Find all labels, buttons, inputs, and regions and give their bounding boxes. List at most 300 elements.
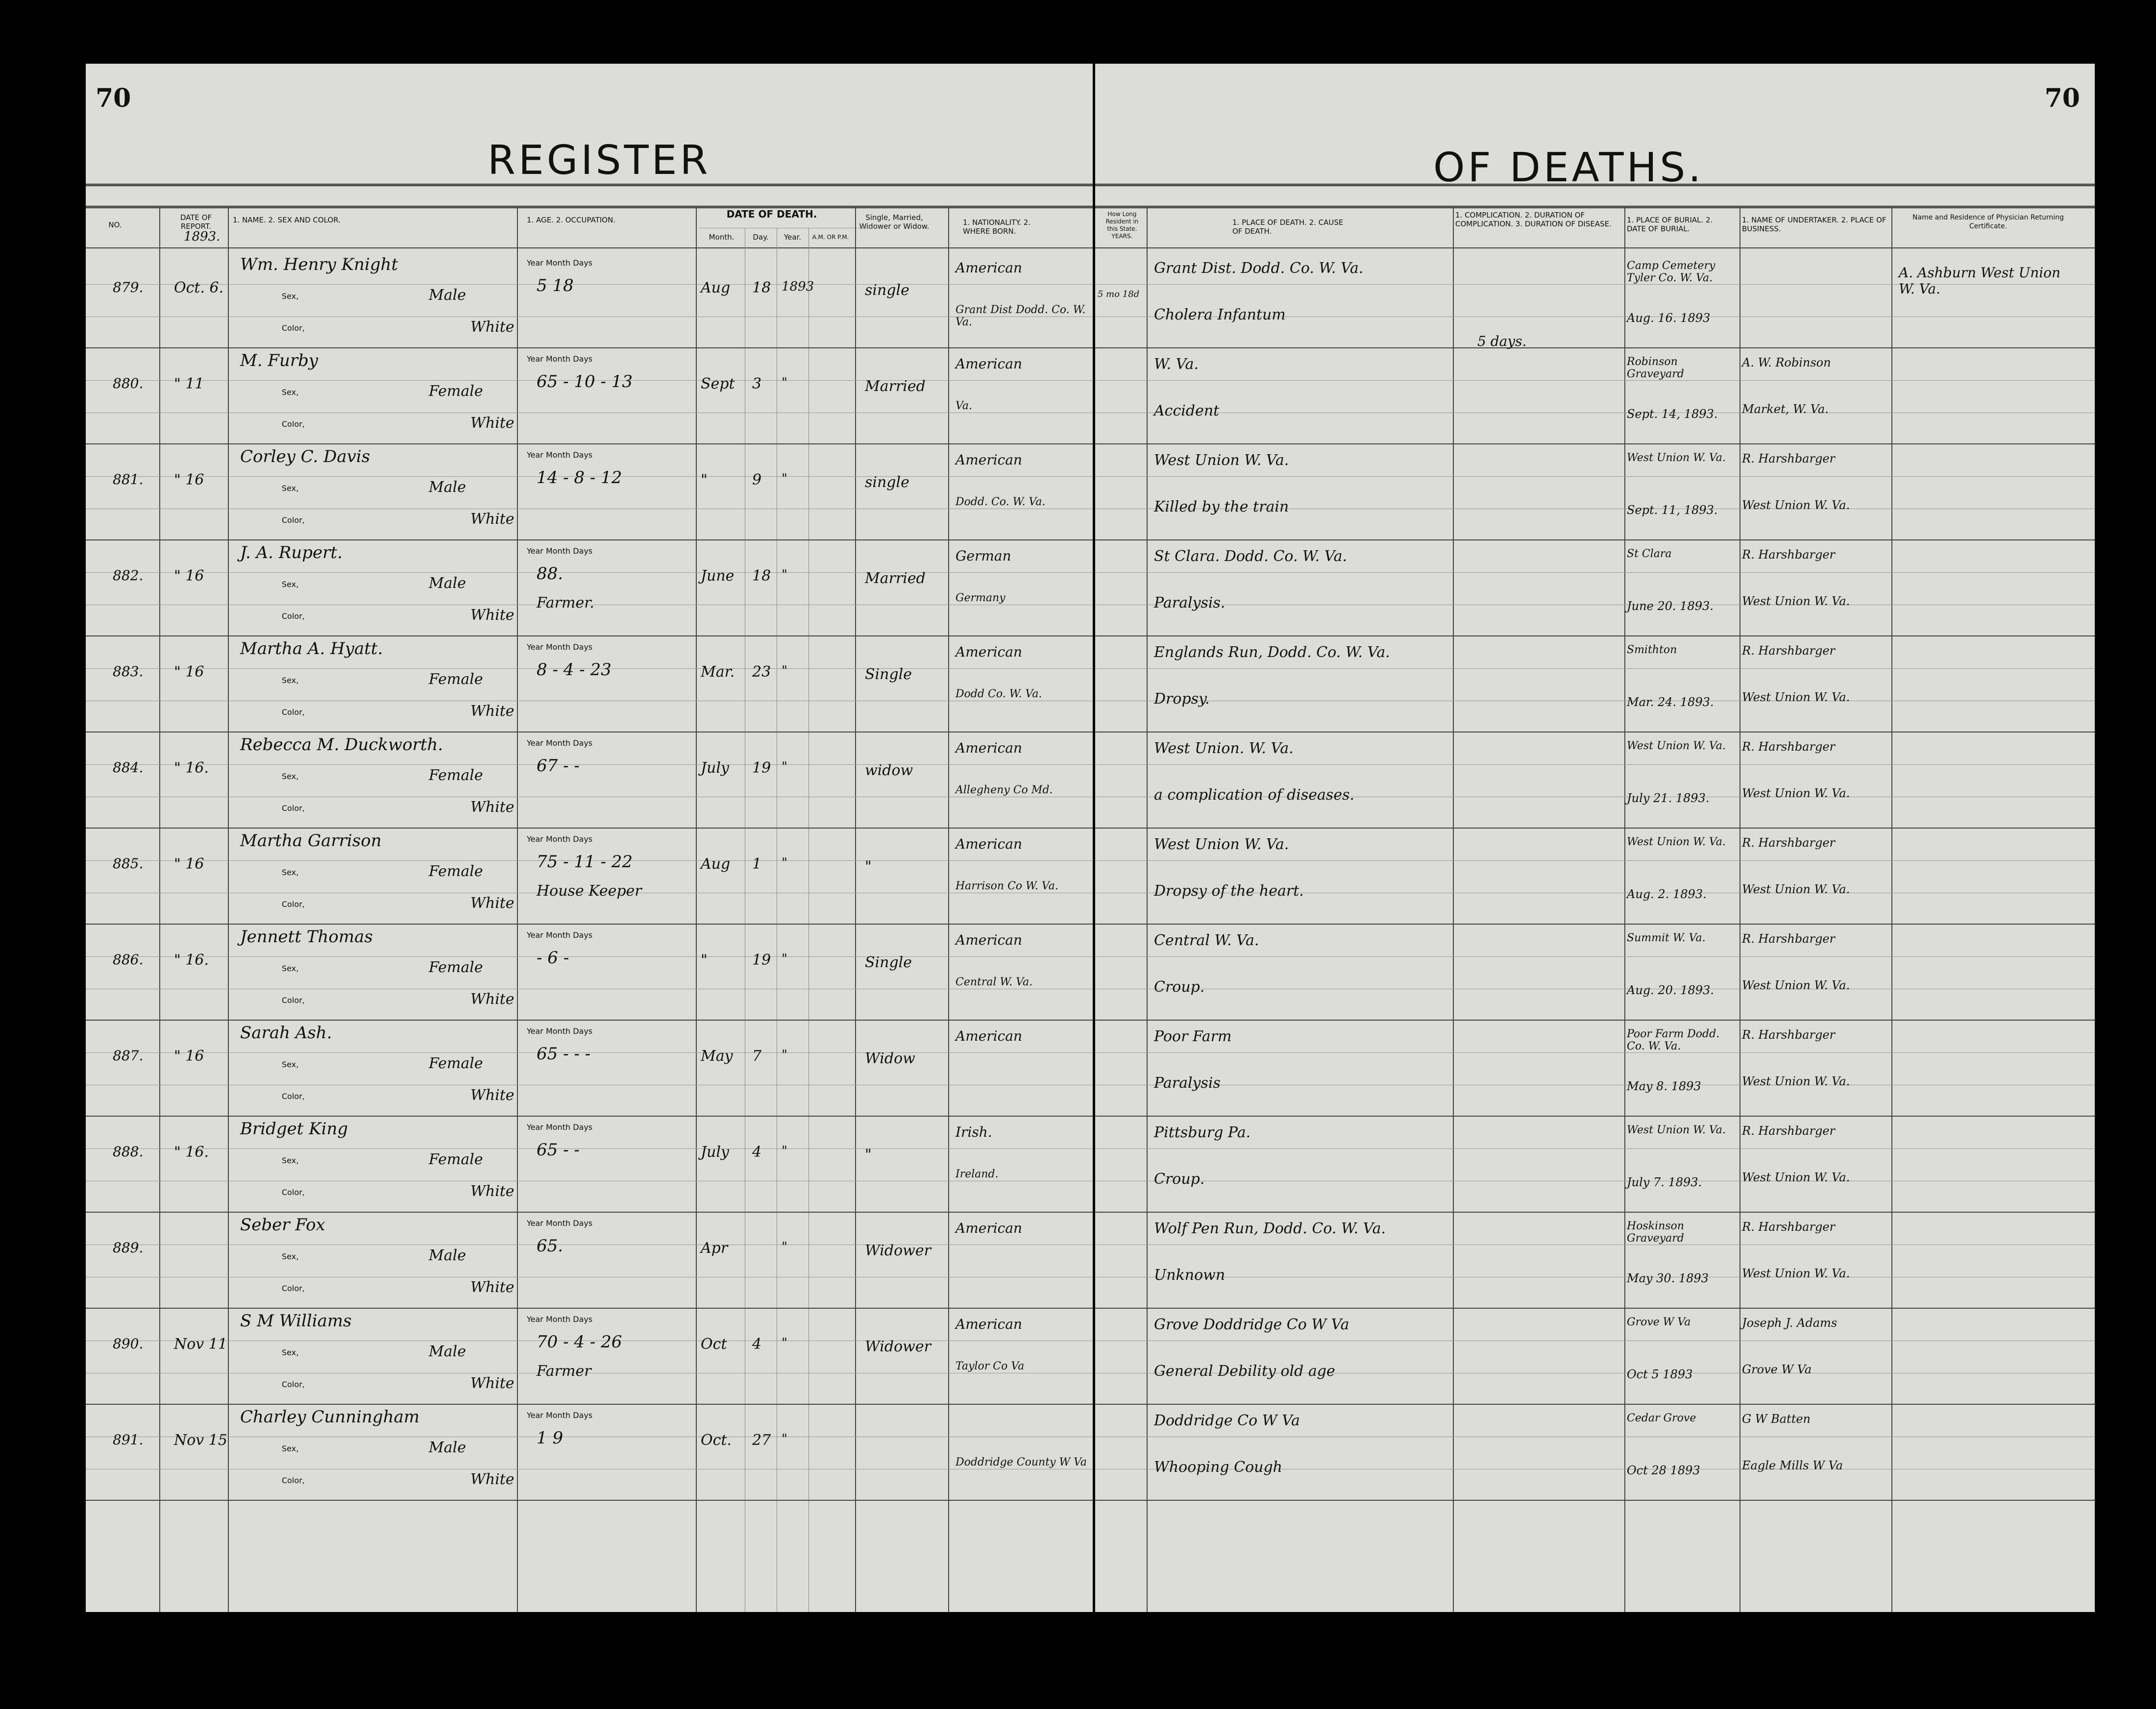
nationality-value: American — [956, 1316, 1023, 1332]
birthplace-value: Dodd. Co. W. Va. — [956, 496, 1046, 508]
sub-rule — [1095, 380, 2095, 381]
nationality-value: American — [956, 452, 1023, 468]
report-year: 1893. — [184, 229, 220, 244]
undertaker-business: West Union W. Va. — [1742, 1267, 1850, 1280]
death-year: " — [782, 759, 787, 774]
birthplace-value: Taylor Co Va — [956, 1360, 1025, 1372]
death-day: 3 — [752, 375, 762, 392]
age-ymd-label: Year Month Days — [527, 930, 593, 940]
sub-rule — [1095, 860, 2095, 861]
row-rule — [86, 1308, 1093, 1309]
color-value: White — [470, 895, 514, 912]
sex-value: Male — [429, 575, 466, 592]
undertaker-business: West Union W. Va. — [1742, 1074, 1850, 1088]
row-rule — [86, 924, 1093, 925]
sex-value: Male — [429, 287, 466, 304]
cause-of-death: Accident — [1154, 402, 1220, 419]
marital-status: Married — [865, 378, 926, 395]
row-rule — [1095, 635, 2095, 636]
sex-value: Female — [429, 863, 483, 880]
sex-label: Sex, — [282, 580, 299, 589]
deceased-name: Corley C. Davis — [240, 447, 370, 466]
row-rule — [1095, 1020, 2095, 1021]
death-month: Aug — [701, 855, 731, 873]
place-of-death: Pittsburg Pa. — [1154, 1124, 1251, 1141]
sex-label: Sex, — [282, 1060, 299, 1069]
header-physician: Name and Residence of Physician Returning Certificate. — [1912, 214, 2064, 230]
sub-rule — [86, 284, 1093, 285]
age-value: 88. — [537, 564, 564, 584]
undertaker-business: West Union W. Va. — [1742, 1171, 1850, 1184]
age-ymd-label: Year Month Days — [527, 1219, 593, 1228]
nationality-value: American — [956, 1028, 1023, 1044]
entry-number: 889. — [113, 1240, 144, 1256]
marital-status: Married — [865, 570, 926, 587]
sex-value: Male — [429, 479, 466, 496]
sub-rule — [86, 764, 1093, 765]
death-month: July — [701, 759, 729, 777]
title-rule — [1095, 184, 2095, 186]
age-value: 65 - - - — [537, 1044, 591, 1064]
title-rule — [86, 184, 1093, 186]
nationality-value: American — [956, 932, 1023, 948]
row-rule — [86, 347, 1093, 348]
left-page — [86, 64, 1093, 1612]
col-line — [159, 206, 160, 1612]
marital-status: widow — [865, 762, 913, 779]
burial-date: May 30. 1893 — [1627, 1271, 1709, 1285]
header-resident: How Long Resident in this State. YEARS. — [1105, 211, 1139, 240]
deceased-name: Bridget King — [240, 1119, 348, 1139]
marital-status: Widower — [865, 1338, 931, 1355]
row-rule — [1095, 443, 2095, 444]
age-value: 14 - 8 - 12 — [537, 468, 622, 488]
age-ymd-label: Year Month Days — [527, 1315, 593, 1324]
age-ymd-label: Year Month Days — [527, 834, 593, 844]
cause-of-death: Dropsy. — [1154, 690, 1210, 708]
burial-place: Smithton — [1627, 644, 1677, 656]
birthplace-value: Harrison Co W. Va. — [956, 880, 1058, 892]
burial-place: St Clara — [1627, 548, 1672, 560]
burial-place: Grove W Va — [1627, 1316, 1691, 1328]
place-of-death: West Union W. Va. — [1154, 836, 1289, 853]
sex-value: Female — [429, 1151, 483, 1168]
undertaker-name: R. Harshbarger — [1742, 644, 1835, 658]
marital-status: single — [865, 282, 909, 299]
undertaker-business: West Union W. Va. — [1742, 978, 1850, 992]
age-value: 70 - 4 - 26 — [537, 1332, 622, 1352]
row-rule — [86, 539, 1093, 540]
color-value: White — [470, 1375, 514, 1392]
birthplace-value: Dodd Co. W. Va. — [956, 688, 1042, 700]
cause-of-death: Croup. — [1154, 978, 1205, 996]
header-complication: 1. COMPLICATION. 2. DURATION OF COMPLICATION. 3. DURATION OF DISEASE. — [1455, 211, 1612, 228]
undertaker-name: R. Harshbarger — [1742, 1220, 1835, 1234]
place-of-death: St Clara. Dodd. Co. W. Va. — [1154, 548, 1348, 565]
header-undertaker: 1. NAME OF UNDERTAKER. 2. PLACE OF BUSINESS. — [1742, 216, 1886, 233]
cause-of-death: Dropsy of the heart. — [1154, 882, 1304, 900]
undertaker-name: R. Harshbarger — [1742, 452, 1835, 465]
marital-status: " — [865, 858, 872, 875]
row-rule — [86, 1404, 1093, 1405]
burial-date: Mar. 24. 1893. — [1627, 695, 1714, 709]
age-ymd-label: Year Month Days — [527, 354, 593, 364]
color-value: White — [470, 607, 514, 624]
death-month: " — [701, 471, 708, 488]
burial-date: Oct 5 1893 — [1627, 1367, 1693, 1381]
color-label: Color, — [282, 1380, 305, 1389]
color-value: White — [470, 415, 514, 432]
header-name: 1. NAME. 2. SEX AND COLOR. — [233, 216, 341, 224]
death-day: 23 — [752, 663, 771, 681]
birthplace-value: Allegheny Co Md. — [956, 784, 1053, 796]
burial-date: July 7. 1893. — [1627, 1175, 1702, 1189]
row-rule — [86, 443, 1093, 444]
color-label: Color, — [282, 996, 305, 1005]
row-rule — [86, 1500, 1093, 1501]
deceased-name: M. Furby — [240, 351, 318, 370]
undertaker-name: R. Harshbarger — [1742, 548, 1835, 562]
burial-date: July 21. 1893. — [1627, 791, 1710, 805]
sub-rule — [86, 1148, 1093, 1149]
header-bottom-rule — [1095, 247, 2095, 248]
header-year: Year. — [784, 233, 802, 242]
age-value: 65 - 10 - 13 — [537, 372, 633, 391]
sex-label: Sex, — [282, 1156, 299, 1165]
undertaker-business: West Union W. Va. — [1742, 690, 1850, 704]
birthplace-value: Ireland. — [956, 1168, 999, 1180]
cause-of-death: a complication of diseases. — [1154, 786, 1354, 804]
undertaker-business: Eagle Mills W Va — [1742, 1459, 1843, 1472]
sub-rule — [86, 956, 1093, 957]
burial-place: Camp Cemetery Tyler Co. W. Va. — [1627, 260, 1715, 284]
death-day: 27 — [752, 1432, 771, 1449]
burial-date: Aug. 20. 1893. — [1627, 983, 1714, 997]
age-value: 67 - - — [537, 756, 580, 776]
death-day: 19 — [752, 952, 771, 969]
sex-value: Male — [429, 1343, 466, 1360]
color-label: Color, — [282, 708, 305, 717]
color-label: Color, — [282, 419, 305, 429]
death-month: May — [701, 1048, 733, 1065]
death-day: 9 — [752, 471, 762, 488]
col-line — [228, 206, 229, 1612]
death-day: 18 — [752, 279, 771, 296]
burial-place: West Union W. Va. — [1627, 1124, 1726, 1136]
col-line — [948, 206, 949, 1612]
age-value: 75 - 11 - 22 — [537, 852, 633, 872]
report-date: " 11 — [174, 375, 204, 392]
death-day: 4 — [752, 1144, 762, 1161]
header-no: NO. — [108, 220, 122, 229]
age-ymd-label: Year Month Days — [527, 642, 593, 652]
sub-rule — [1095, 956, 2095, 957]
report-date: " 16. — [174, 952, 209, 969]
occupation-value: Farmer. — [537, 594, 594, 611]
page-number: 70 — [96, 83, 131, 113]
color-label: Color, — [282, 1188, 305, 1197]
age-value: 65 - - — [537, 1140, 580, 1160]
birthplace-value: Germany — [956, 592, 1005, 604]
age-ymd-label: Year Month Days — [527, 450, 593, 460]
undertaker-business: Market, W. Va. — [1742, 402, 1829, 416]
birthplace-value: Grant Dist Dodd. Co. W. Va. — [956, 304, 1086, 328]
color-label: Color, — [282, 323, 305, 333]
header-ampm: A.M. OR P.M. — [812, 234, 849, 241]
deceased-name: Charley Cunningham — [240, 1407, 420, 1427]
place-of-death: W. Va. — [1154, 356, 1199, 373]
color-label: Color, — [282, 1476, 305, 1485]
header-month: Month. — [709, 233, 735, 242]
death-year: " — [782, 375, 787, 390]
burial-place: West Union W. Va. — [1627, 836, 1726, 848]
cause-of-death: Killed by the train — [1154, 498, 1289, 515]
birthplace-value: Doddridge County W Va — [956, 1456, 1087, 1468]
place-of-death: Grove Doddridge Co W Va — [1154, 1316, 1349, 1333]
cause-of-death: General Debility old age — [1154, 1363, 1335, 1380]
report-date: " 16 — [174, 1048, 204, 1065]
place-of-death: West Union W. Va. — [1154, 452, 1289, 469]
row-rule — [86, 1212, 1093, 1213]
color-label: Color, — [282, 1092, 305, 1101]
death-month: Mar. — [701, 663, 735, 681]
burial-place: Hoskinson Graveyard — [1627, 1220, 1684, 1245]
row-rule — [86, 1116, 1093, 1117]
cause-of-death: Cholera Infantum — [1154, 306, 1286, 323]
place-of-death: Poor Farm — [1154, 1028, 1232, 1045]
nationality-value: American — [956, 260, 1023, 276]
page-title-left: REGISTER — [488, 137, 711, 184]
header-rule — [86, 206, 1093, 208]
undertaker-business: West Union W. Va. — [1742, 594, 1850, 608]
report-date: Nov 11 — [174, 1336, 227, 1353]
death-month: " — [701, 952, 708, 969]
burial-place: West Union W. Va. — [1627, 740, 1726, 752]
sex-label: Sex, — [282, 388, 299, 397]
burial-place: Robinson Graveyard — [1627, 356, 1684, 380]
header-place: 1. PLACE OF DEATH. 2. CAUSE OF DEATH. — [1232, 218, 1344, 236]
undertaker-name: R. Harshbarger — [1742, 740, 1835, 754]
death-month: Apr — [701, 1240, 728, 1257]
report-date: " 16. — [174, 1144, 209, 1161]
color-label: Color, — [282, 900, 305, 909]
age-ymd-label: Year Month Days — [527, 1026, 593, 1036]
death-month: July — [701, 1144, 729, 1161]
death-year: 1893 — [782, 279, 814, 294]
sub-rule — [1095, 476, 2095, 477]
color-label: Color, — [282, 611, 305, 621]
color-value: White — [470, 1183, 514, 1200]
death-month: Oct. — [701, 1432, 732, 1449]
death-year: " — [782, 1336, 787, 1350]
death-day: 18 — [752, 567, 771, 585]
deceased-name: Wm. Henry Knight — [240, 255, 398, 274]
age-ymd-label: Year Month Days — [527, 738, 593, 748]
nationality-value: American — [956, 644, 1023, 660]
burial-place: Summit W. Va. — [1627, 932, 1706, 944]
sex-label: Sex, — [282, 772, 299, 781]
nationality-value: American — [956, 356, 1023, 372]
undertaker-business: West Union W. Va. — [1742, 882, 1850, 896]
col-line — [855, 206, 856, 1612]
death-year: " — [782, 952, 787, 966]
header-day: Day. — [753, 233, 769, 242]
marital-status: Widow — [865, 1050, 915, 1067]
place-of-death: Grant Dist. Dodd. Co. W. Va. — [1154, 260, 1364, 277]
deceased-name: Sarah Ash. — [240, 1023, 332, 1043]
age-ymd-label: Year Month Days — [527, 546, 593, 556]
color-value: White — [470, 511, 514, 528]
entry-number: 881. — [113, 471, 144, 488]
report-date: " 16. — [174, 759, 209, 777]
age-ymd-label: Year Month Days — [527, 1411, 593, 1420]
death-day: 1 — [752, 855, 762, 873]
color-value: White — [470, 1471, 514, 1488]
sub-rule — [1095, 1052, 2095, 1053]
color-value: White — [470, 1087, 514, 1104]
page-title-right: OF DEATHS. — [1433, 145, 1704, 191]
header-date-of-death: DATE OF DEATH. — [726, 208, 817, 220]
complication-duration: 5 days. — [1477, 333, 1527, 349]
place-of-death: Central W. Va. — [1154, 932, 1259, 949]
color-value: White — [470, 991, 514, 1008]
entry-number: 879. — [113, 279, 144, 295]
sub-rule — [1095, 1148, 2095, 1149]
entry-number: 880. — [113, 375, 144, 391]
occupation-value: House Keeper — [537, 882, 642, 900]
row-rule — [1095, 828, 2095, 829]
nationality-value: American — [956, 740, 1023, 756]
undertaker-name: G W Batten — [1742, 1412, 1811, 1426]
death-year: " — [782, 567, 787, 582]
row-rule — [1095, 1308, 2095, 1309]
sex-value: Male — [429, 1247, 466, 1264]
burial-date: May 8. 1893 — [1627, 1079, 1701, 1093]
nationality-value: German — [956, 548, 1011, 564]
place-of-death: Wolf Pen Run, Dodd. Co. W. Va. — [1154, 1220, 1386, 1237]
sex-label: Sex, — [282, 484, 299, 493]
marital-status: " — [865, 1146, 872, 1163]
header-rule — [1095, 206, 2095, 208]
undertaker-name: R. Harshbarger — [1742, 836, 1835, 850]
header-date-of-report: DATE OF REPORT. — [180, 213, 212, 231]
sex-value: Female — [429, 671, 483, 688]
marital-status: Single — [865, 666, 912, 683]
nationality-value: American — [956, 836, 1023, 852]
age-ymd-label: Year Month Days — [527, 1123, 593, 1132]
birthplace-value: Va. — [956, 400, 972, 412]
sex-value: Female — [429, 767, 483, 784]
burial-date: Aug. 2. 1893. — [1627, 887, 1707, 901]
color-value: White — [470, 703, 514, 720]
death-year: " — [782, 1048, 787, 1062]
entry-number: 882. — [113, 567, 144, 584]
entry-number: 887. — [113, 1048, 144, 1064]
row-rule — [1095, 1212, 2095, 1213]
sex-label: Sex, — [282, 964, 299, 973]
deceased-name: Jennett Thomas — [240, 927, 373, 947]
page-number: 70 — [2044, 83, 2080, 113]
death-day: 4 — [752, 1336, 762, 1353]
row-rule — [86, 1020, 1093, 1021]
col-line — [1453, 206, 1454, 1612]
sex-label: Sex, — [282, 292, 299, 301]
cause-of-death: Croup. — [1154, 1171, 1205, 1188]
death-month: June — [701, 567, 735, 585]
sub-rule — [1095, 572, 2095, 573]
undertaker-business: West Union W. Va. — [1742, 498, 1850, 512]
burial-place: West Union W. Va. — [1627, 452, 1726, 464]
physician: A. Ashburn West Union W. Va. — [1899, 265, 2060, 297]
death-year: " — [782, 855, 787, 870]
death-day: 7 — [752, 1048, 762, 1065]
burial-place: Cedar Grove — [1627, 1412, 1696, 1424]
col-line — [1891, 206, 1892, 1612]
death-year: " — [782, 1240, 787, 1254]
age-value: - 6 - — [537, 948, 569, 968]
entry-number: 883. — [113, 663, 144, 680]
undertaker-name: R. Harshbarger — [1742, 1028, 1835, 1042]
entry-number: 885. — [113, 855, 144, 872]
sub-rule — [1095, 764, 2095, 765]
cause-of-death: Unknown — [1154, 1267, 1225, 1284]
cause-of-death: Whooping Cough — [1154, 1459, 1283, 1476]
sex-label: Sex, — [282, 676, 299, 685]
undertaker-business: Grove W Va — [1742, 1363, 1812, 1376]
sex-label: Sex, — [282, 1252, 299, 1261]
place-of-death: Englands Run, Dodd. Co. W. Va. — [1154, 644, 1390, 661]
row-rule — [86, 635, 1093, 636]
death-day: 19 — [752, 759, 771, 777]
undertaker-name: R. Harshbarger — [1742, 1124, 1835, 1138]
col-line — [696, 206, 697, 1612]
report-date: " 16 — [174, 567, 204, 585]
row-rule — [1095, 1500, 2095, 1501]
header-age: 1. AGE. 2. OCCUPATION. — [527, 216, 616, 224]
report-date: " 16 — [174, 855, 204, 873]
death-year: " — [782, 1144, 787, 1158]
deceased-name: S M Williams — [240, 1311, 352, 1331]
age-value: 1 9 — [537, 1428, 564, 1448]
burial-date: Aug. 16. 1893 — [1627, 311, 1711, 325]
sub-rule — [1095, 668, 2095, 669]
report-date: " 16 — [174, 663, 204, 681]
sex-value: Female — [429, 1055, 483, 1072]
age-value: 5 18 — [537, 276, 574, 295]
cause-of-death: Paralysis. — [1154, 594, 1225, 611]
col-line — [517, 206, 518, 1612]
undertaker-name: A. W. Robinson — [1742, 356, 1831, 369]
undertaker-name: R. Harshbarger — [1742, 932, 1835, 946]
birthplace-value: Central W. Va. — [956, 976, 1033, 988]
row-rule — [1095, 1404, 2095, 1405]
marital-status: Widower — [865, 1242, 931, 1259]
death-month: Oct — [701, 1336, 727, 1353]
cause-of-death: Paralysis — [1154, 1074, 1221, 1092]
deceased-name: Rebecca M. Duckworth. — [240, 735, 443, 755]
color-label: Color, — [282, 515, 305, 525]
row-rule — [1095, 1116, 2095, 1117]
entry-number: 884. — [113, 759, 144, 776]
burial-place: Poor Farm Dodd. Co. W. Va. — [1627, 1028, 1720, 1052]
burial-date: June 20. 1893. — [1627, 599, 1714, 613]
deceased-name: J. A. Rupert. — [240, 543, 343, 562]
report-date: Nov 15 — [174, 1432, 227, 1449]
nationality-value: Irish. — [956, 1124, 992, 1140]
death-year: " — [782, 1432, 787, 1446]
row-rule — [1095, 347, 2095, 348]
row-rule — [1095, 924, 2095, 925]
